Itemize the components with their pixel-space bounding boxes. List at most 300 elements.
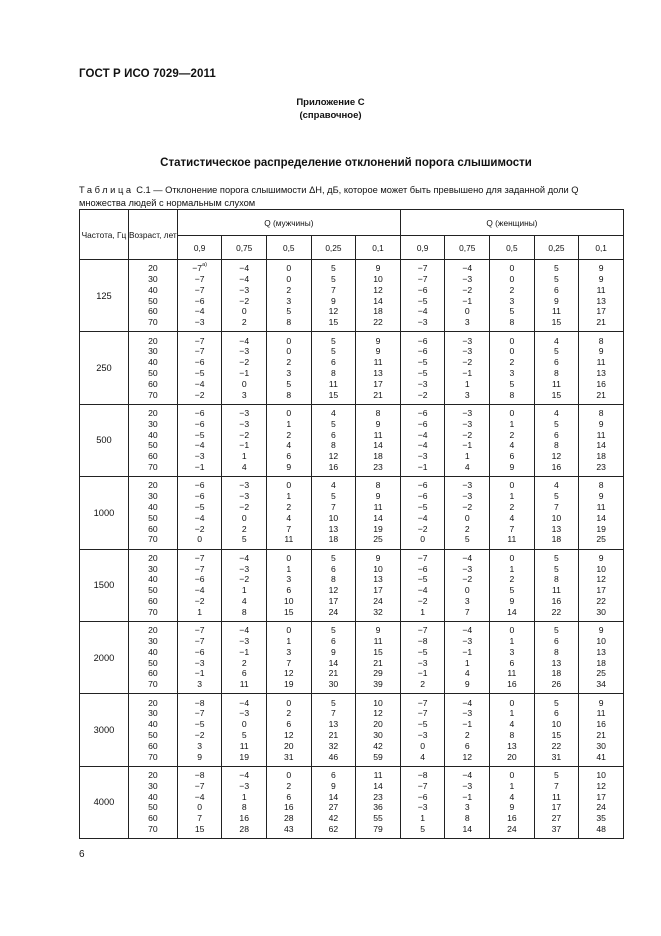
threshold-value bbox=[401, 625, 445, 636]
threshold-value-text: −3 bbox=[417, 451, 428, 462]
threshold-value bbox=[490, 419, 534, 430]
threshold-value-text: 0 bbox=[509, 480, 515, 491]
threshold-value bbox=[356, 752, 400, 763]
value-cell-female bbox=[534, 332, 579, 404]
threshold-value bbox=[312, 636, 356, 647]
threshold-value-text: 1 bbox=[464, 451, 470, 462]
threshold-value-text: 5 bbox=[554, 697, 559, 708]
threshold-value-text: −7 bbox=[417, 697, 428, 708]
threshold-value-text: −4 bbox=[194, 306, 205, 317]
threshold-value-text: 1 bbox=[509, 418, 515, 429]
threshold-value-text: 27 bbox=[551, 813, 562, 824]
frequency-block-row bbox=[80, 332, 624, 404]
age-value: 30 bbox=[148, 635, 158, 646]
threshold-value-text: 14 bbox=[373, 512, 383, 523]
threshold-value bbox=[178, 802, 222, 813]
threshold-value-text: 2 bbox=[464, 729, 470, 740]
threshold-value-text: 1 bbox=[241, 791, 247, 802]
threshold-value-text: 2 bbox=[509, 574, 515, 585]
threshold-value bbox=[356, 379, 400, 390]
threshold-value bbox=[356, 824, 400, 835]
threshold-value bbox=[445, 357, 489, 368]
value-cell-female bbox=[490, 694, 535, 766]
threshold-value bbox=[490, 317, 534, 328]
threshold-value-text: −7 bbox=[417, 708, 428, 719]
value-cell-female bbox=[445, 549, 490, 621]
threshold-value-text: 16 bbox=[596, 719, 606, 730]
threshold-value bbox=[178, 306, 222, 317]
value-cell-female bbox=[490, 260, 535, 332]
threshold-value-text: 20 bbox=[284, 740, 294, 751]
threshold-value bbox=[445, 585, 489, 596]
threshold-value bbox=[401, 408, 445, 419]
threshold-value bbox=[579, 419, 623, 430]
threshold-value-text: 7 bbox=[286, 657, 292, 668]
threshold-value-text: −7 bbox=[194, 346, 205, 357]
value-cell-male bbox=[311, 260, 356, 332]
threshold-value-text: 5 bbox=[554, 625, 559, 636]
threshold-value bbox=[312, 607, 356, 618]
threshold-value bbox=[535, 752, 579, 763]
threshold-value-text: 10 bbox=[596, 769, 606, 780]
threshold-value-text: 0 bbox=[286, 335, 292, 346]
threshold-value bbox=[579, 741, 623, 752]
threshold-value-text: −1 bbox=[417, 668, 428, 679]
threshold-value bbox=[535, 306, 579, 317]
threshold-value-text: 4 bbox=[241, 462, 247, 473]
threshold-value bbox=[445, 430, 489, 441]
threshold-value-text: −3 bbox=[462, 346, 473, 357]
threshold-value bbox=[490, 357, 534, 368]
threshold-value bbox=[222, 607, 266, 618]
threshold-value bbox=[312, 502, 356, 513]
threshold-value bbox=[356, 408, 400, 419]
threshold-value bbox=[178, 636, 222, 647]
threshold-value bbox=[222, 658, 266, 669]
threshold-value bbox=[178, 698, 222, 709]
threshold-value bbox=[222, 306, 266, 317]
threshold-value-text: 18 bbox=[551, 668, 562, 679]
threshold-value bbox=[356, 440, 400, 451]
threshold-value bbox=[445, 502, 489, 513]
threshold-value bbox=[535, 668, 579, 679]
threshold-value bbox=[178, 480, 222, 491]
threshold-value-text: 5 bbox=[509, 585, 515, 596]
threshold-value-text: 23 bbox=[373, 791, 383, 802]
threshold-value bbox=[490, 668, 534, 679]
threshold-value-text: 9 bbox=[509, 802, 515, 813]
threshold-value bbox=[356, 534, 400, 545]
threshold-value bbox=[312, 625, 356, 636]
threshold-value-text: −2 bbox=[194, 389, 205, 400]
threshold-value-text: 0 bbox=[509, 769, 515, 780]
threshold-value bbox=[356, 813, 400, 824]
threshold-value bbox=[579, 553, 623, 564]
threshold-value-text: −7 bbox=[194, 284, 205, 295]
age-value: 40 bbox=[148, 574, 158, 585]
value-cell-male bbox=[311, 766, 356, 838]
threshold-value-text: 30 bbox=[328, 679, 339, 690]
threshold-value bbox=[267, 574, 311, 585]
threshold-value-text: −2 bbox=[194, 595, 205, 606]
threshold-value bbox=[312, 451, 356, 462]
threshold-value-text: −3 bbox=[417, 802, 428, 813]
threshold-value-text: 11 bbox=[239, 679, 249, 690]
threshold-value-text: 8 bbox=[286, 389, 292, 400]
threshold-value-text: 7 bbox=[554, 780, 559, 791]
age-value: 40 bbox=[148, 791, 158, 802]
threshold-value bbox=[490, 390, 534, 401]
threshold-value-text: 12 bbox=[328, 585, 339, 596]
threshold-value bbox=[312, 534, 356, 545]
threshold-value-text: 1 bbox=[197, 606, 202, 617]
threshold-value-text: 28 bbox=[284, 813, 294, 824]
value-cell-female bbox=[400, 694, 445, 766]
threshold-value bbox=[579, 462, 623, 473]
threshold-value-text: −2 bbox=[462, 429, 473, 440]
threshold-value bbox=[535, 408, 579, 419]
threshold-value-text: −5 bbox=[194, 368, 205, 379]
threshold-value-text: −8 bbox=[417, 635, 428, 646]
threshold-value bbox=[312, 263, 356, 274]
threshold-value bbox=[267, 658, 311, 669]
threshold-value-text: 0 bbox=[420, 534, 426, 545]
threshold-value-text: 3 bbox=[286, 368, 292, 379]
age-value: 20 bbox=[148, 625, 158, 636]
threshold-value bbox=[401, 802, 445, 813]
threshold-value-text: 5 bbox=[420, 823, 426, 834]
threshold-value-text: 5 bbox=[331, 418, 336, 429]
threshold-value bbox=[267, 564, 311, 575]
threshold-value bbox=[267, 596, 311, 607]
threshold-value bbox=[267, 708, 311, 719]
threshold-value-text: 4 bbox=[420, 751, 426, 762]
threshold-value-text: 37 bbox=[551, 823, 562, 834]
threshold-value-text: −6 bbox=[194, 418, 205, 429]
threshold-value bbox=[401, 781, 445, 792]
threshold-value bbox=[579, 679, 623, 690]
threshold-value-text: 9 bbox=[598, 418, 604, 429]
threshold-value bbox=[401, 574, 445, 585]
threshold-value-text: −7 bbox=[417, 552, 428, 563]
threshold-value bbox=[356, 336, 400, 347]
threshold-value-text: 21 bbox=[328, 729, 339, 740]
value-cell-male bbox=[267, 621, 312, 693]
age-value: 60 bbox=[148, 451, 158, 462]
threshold-value bbox=[579, 770, 623, 781]
threshold-value bbox=[490, 263, 534, 274]
threshold-value bbox=[535, 430, 579, 441]
value-cell-male bbox=[222, 694, 267, 766]
threshold-value-text: 7 bbox=[331, 284, 336, 295]
threshold-value-text: 8 bbox=[331, 574, 336, 585]
threshold-value-text: 9 bbox=[375, 418, 381, 429]
threshold-value bbox=[535, 440, 579, 451]
value-cell-female bbox=[445, 477, 490, 549]
age-value: 30 bbox=[148, 563, 158, 574]
threshold-value-text: 8 bbox=[554, 368, 559, 379]
value-cell-male bbox=[267, 404, 312, 476]
value-cell-female bbox=[400, 766, 445, 838]
threshold-value-text: 9 bbox=[598, 625, 604, 636]
threshold-value-text: −6 bbox=[194, 646, 205, 657]
threshold-value-text: 23 bbox=[373, 462, 383, 473]
threshold-value bbox=[356, 480, 400, 491]
threshold-value-text: 8 bbox=[598, 480, 604, 491]
age-value: 40 bbox=[148, 646, 158, 657]
threshold-value bbox=[222, 502, 266, 513]
threshold-value bbox=[222, 679, 266, 690]
value-cell-male bbox=[311, 621, 356, 693]
threshold-value-text: −4 bbox=[462, 769, 473, 780]
threshold-value-text: 30 bbox=[373, 729, 383, 740]
threshold-value bbox=[535, 741, 579, 752]
threshold-value bbox=[401, 585, 445, 596]
threshold-value bbox=[401, 719, 445, 730]
threshold-value bbox=[267, 719, 311, 730]
threshold-value-text: −5 bbox=[194, 502, 205, 513]
threshold-value bbox=[445, 480, 489, 491]
threshold-value bbox=[579, 263, 623, 274]
threshold-value-text: 9 bbox=[554, 295, 559, 306]
threshold-value bbox=[445, 390, 489, 401]
threshold-value-text: −1 bbox=[462, 295, 473, 306]
threshold-value bbox=[312, 792, 356, 803]
threshold-value-text: 6 bbox=[286, 719, 292, 730]
threshold-value-text: 8 bbox=[509, 389, 515, 400]
threshold-value-text: −3 bbox=[239, 563, 250, 574]
value-cell-female bbox=[579, 549, 624, 621]
threshold-value-text: −3 bbox=[239, 418, 250, 429]
threshold-value bbox=[401, 419, 445, 430]
threshold-value bbox=[267, 346, 311, 357]
threshold-value bbox=[401, 440, 445, 451]
threshold-value bbox=[490, 534, 534, 545]
threshold-value bbox=[267, 534, 311, 545]
age-value: 70 bbox=[148, 679, 158, 690]
threshold-value-text: 5 bbox=[331, 335, 336, 346]
threshold-value bbox=[445, 379, 489, 390]
threshold-value bbox=[267, 553, 311, 564]
threshold-value-text: 2 bbox=[286, 284, 292, 295]
threshold-value bbox=[267, 491, 311, 502]
threshold-value bbox=[445, 564, 489, 575]
threshold-value-text: 79 bbox=[373, 823, 383, 834]
threshold-value bbox=[401, 553, 445, 564]
threshold-value-text: 31 bbox=[551, 751, 562, 762]
threshold-value bbox=[535, 607, 579, 618]
threshold-value-text: 1 bbox=[509, 491, 515, 502]
threshold-value-text: −2 bbox=[462, 284, 473, 295]
threshold-value bbox=[579, 534, 623, 545]
threshold-value-text: 26 bbox=[551, 679, 562, 690]
threshold-value bbox=[312, 781, 356, 792]
threshold-value-text: 22 bbox=[551, 740, 562, 751]
threshold-value bbox=[356, 296, 400, 307]
threshold-value bbox=[490, 285, 534, 296]
threshold-value-text: 11 bbox=[596, 708, 606, 719]
threshold-value-text: −7 bbox=[192, 263, 203, 274]
threshold-value bbox=[445, 730, 489, 741]
threshold-value bbox=[445, 792, 489, 803]
threshold-value-text: 4 bbox=[286, 512, 292, 523]
threshold-value-text: −6 bbox=[417, 480, 428, 491]
threshold-value-text: 28 bbox=[239, 823, 249, 834]
threshold-value-text: 14 bbox=[373, 295, 383, 306]
threshold-value-text: 8 bbox=[509, 317, 515, 328]
threshold-value bbox=[445, 462, 489, 473]
threshold-value-text: 12 bbox=[328, 306, 339, 317]
threshold-value bbox=[356, 607, 400, 618]
threshold-value-text: −2 bbox=[239, 295, 250, 306]
threshold-value bbox=[445, 781, 489, 792]
threshold-value bbox=[222, 564, 266, 575]
threshold-value bbox=[222, 451, 266, 462]
threshold-value-text: 6 bbox=[464, 740, 470, 751]
value-cell-male bbox=[177, 332, 222, 404]
threshold-value bbox=[490, 741, 534, 752]
threshold-value-text: 6 bbox=[509, 451, 515, 462]
value-cell-male bbox=[177, 260, 222, 332]
threshold-value bbox=[222, 336, 266, 347]
threshold-value-text: 6 bbox=[509, 657, 515, 668]
threshold-value-text: 1 bbox=[286, 491, 292, 502]
threshold-value bbox=[178, 730, 222, 741]
value-cell-female bbox=[534, 621, 579, 693]
threshold-value bbox=[222, 296, 266, 307]
threshold-value-text: −4 bbox=[194, 440, 205, 451]
threshold-value-text: −3 bbox=[462, 480, 473, 491]
threshold-value bbox=[535, 730, 579, 741]
threshold-value bbox=[356, 647, 400, 658]
threshold-value-text: 6 bbox=[554, 708, 559, 719]
threshold-value-text: 7 bbox=[509, 523, 515, 534]
threshold-value-text: −3 bbox=[239, 780, 250, 791]
section-title: Статистическое распределение отклонений порога слышимости bbox=[160, 157, 532, 169]
threshold-value bbox=[178, 792, 222, 803]
threshold-value-text: 13 bbox=[328, 719, 339, 730]
threshold-value bbox=[445, 802, 489, 813]
caption-text: С.1 — Отклонение порога слышимости ΔH, дБ, которое может быть превышено для заданной доли Q множества людей с нормальным слухом bbox=[79, 185, 579, 208]
threshold-value bbox=[535, 346, 579, 357]
value-cell-male bbox=[311, 549, 356, 621]
threshold-value bbox=[401, 534, 445, 545]
threshold-value bbox=[222, 346, 266, 357]
threshold-value-text: 6 bbox=[554, 284, 559, 295]
threshold-value-text: −2 bbox=[239, 574, 250, 585]
threshold-value bbox=[267, 317, 311, 328]
threshold-value bbox=[267, 607, 311, 618]
threshold-value bbox=[178, 647, 222, 658]
threshold-value-text: 0 bbox=[241, 719, 247, 730]
threshold-value-text: 20 bbox=[373, 719, 383, 730]
value-cell-male bbox=[177, 404, 222, 476]
threshold-value bbox=[312, 296, 356, 307]
threshold-value bbox=[312, 379, 356, 390]
value-cell-female bbox=[400, 260, 445, 332]
threshold-value-text: −4 bbox=[239, 625, 250, 636]
threshold-value bbox=[178, 440, 222, 451]
threshold-value-text: 3 bbox=[241, 389, 247, 400]
threshold-value-text: 9 bbox=[598, 274, 604, 285]
threshold-value-text: 2 bbox=[286, 429, 292, 440]
threshold-value bbox=[490, 336, 534, 347]
value-cell-male bbox=[311, 694, 356, 766]
threshold-value bbox=[178, 574, 222, 585]
threshold-value bbox=[579, 719, 623, 730]
threshold-value-text: −1 bbox=[194, 668, 205, 679]
threshold-value-text: −5 bbox=[417, 574, 428, 585]
column-header-frequency: Частота, Гц bbox=[80, 210, 129, 260]
threshold-value bbox=[267, 770, 311, 781]
threshold-value bbox=[178, 368, 222, 379]
threshold-value-text: 2 bbox=[241, 317, 247, 328]
threshold-value bbox=[445, 451, 489, 462]
threshold-value-text: −4 bbox=[194, 791, 205, 802]
threshold-value bbox=[579, 390, 623, 401]
threshold-value-text: −3 bbox=[462, 418, 473, 429]
threshold-value-text: −4 bbox=[417, 440, 428, 451]
threshold-value bbox=[178, 752, 222, 763]
threshold-value-text: −3 bbox=[239, 635, 250, 646]
threshold-value bbox=[312, 408, 356, 419]
threshold-value-text: 19 bbox=[239, 751, 249, 762]
threshold-value bbox=[222, 419, 266, 430]
threshold-value bbox=[222, 574, 266, 585]
threshold-value-text: −7 bbox=[194, 635, 205, 646]
threshold-value-text: 0 bbox=[509, 263, 515, 274]
threshold-value bbox=[356, 719, 400, 730]
threshold-value bbox=[490, 462, 534, 473]
footnote-mark: а) bbox=[202, 262, 207, 269]
threshold-value bbox=[222, 668, 266, 679]
threshold-value-text: −4 bbox=[417, 429, 428, 440]
threshold-value bbox=[222, 636, 266, 647]
threshold-value-text: 2 bbox=[420, 679, 426, 690]
threshold-value-text: −7 bbox=[417, 263, 428, 274]
threshold-value bbox=[535, 491, 579, 502]
threshold-value bbox=[222, 647, 266, 658]
threshold-value-text: 14 bbox=[596, 512, 606, 523]
threshold-value bbox=[401, 480, 445, 491]
threshold-value-text: 14 bbox=[373, 440, 383, 451]
age-value: 60 bbox=[148, 523, 158, 534]
q-header-female: 0,75 bbox=[445, 236, 490, 260]
value-cell-male bbox=[222, 332, 267, 404]
threshold-value bbox=[445, 607, 489, 618]
threshold-value bbox=[401, 368, 445, 379]
threshold-value-text: 3 bbox=[286, 295, 292, 306]
threshold-value-text: 8 bbox=[598, 335, 604, 346]
frequency-block-row bbox=[80, 621, 624, 693]
threshold-value bbox=[356, 596, 400, 607]
threshold-value bbox=[445, 440, 489, 451]
threshold-value-text: 9 bbox=[286, 462, 292, 473]
threshold-value bbox=[178, 296, 222, 307]
threshold-value bbox=[579, 781, 623, 792]
threshold-value-text: 15 bbox=[328, 317, 339, 328]
value-cell-female bbox=[445, 404, 490, 476]
threshold-value bbox=[312, 357, 356, 368]
threshold-value bbox=[356, 346, 400, 357]
threshold-value-text: 17 bbox=[373, 585, 383, 596]
threshold-value-text: 4 bbox=[286, 440, 292, 451]
threshold-value-text: 25 bbox=[596, 534, 606, 545]
threshold-value-text: −7 bbox=[194, 625, 205, 636]
age-value: 50 bbox=[148, 585, 158, 596]
threshold-value bbox=[356, 585, 400, 596]
value-cell-female bbox=[490, 404, 535, 476]
